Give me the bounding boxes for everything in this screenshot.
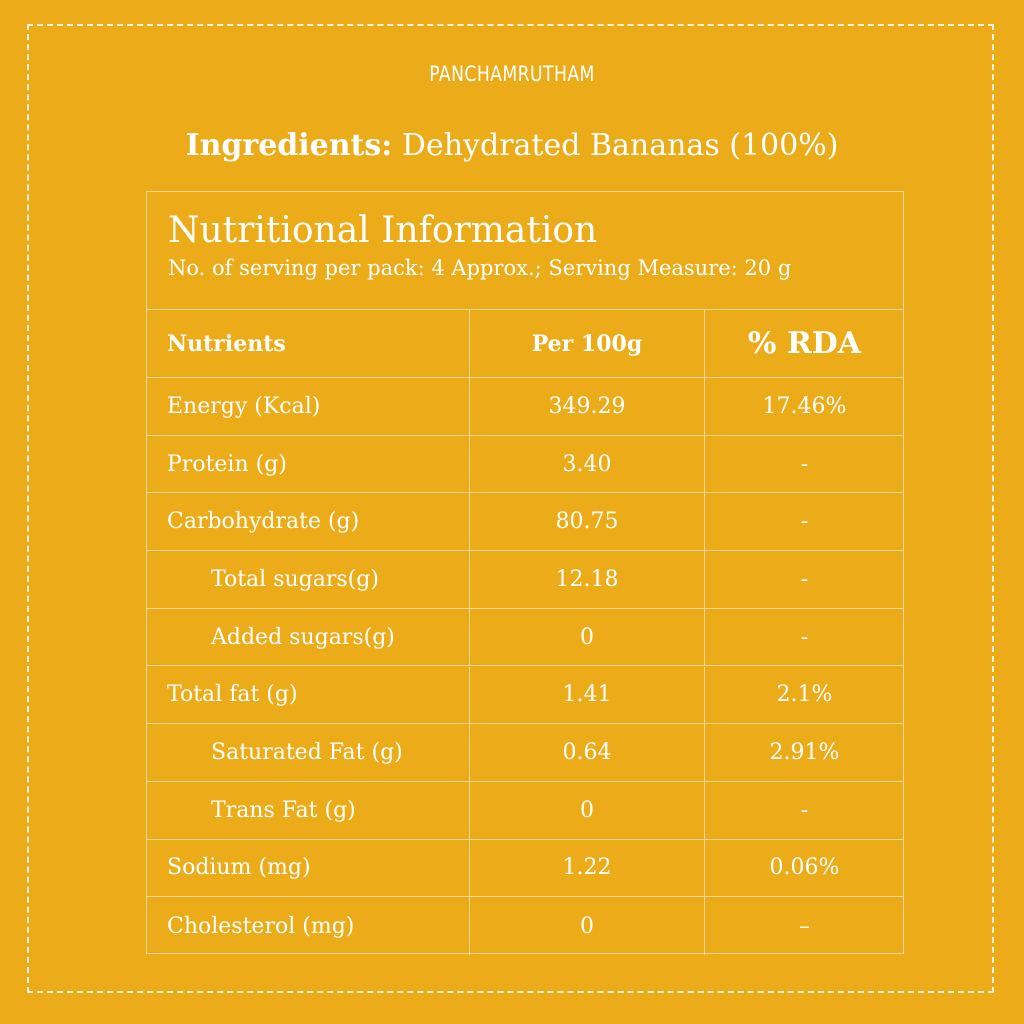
table-row xyxy=(147,782,903,840)
serving-info: No. of serving per pack: 4 Approx.; Serving Measure: 20 g xyxy=(168,256,792,280)
per-100g-value: 0 xyxy=(470,782,705,839)
rda-value: 17.46% xyxy=(762,393,847,419)
ingredients-value: Dehydrated Bananas (100%) xyxy=(392,128,839,163)
per-100g-value: 12.18 xyxy=(470,551,705,608)
rda-value: 2.91% xyxy=(769,740,840,766)
table-row xyxy=(147,493,903,551)
rda-value: 2.1% xyxy=(776,682,833,708)
nutrient-name: Saturated Fat (g) xyxy=(147,724,470,781)
rda-value: – xyxy=(799,913,810,939)
nutrient-name: Added sugars(g) xyxy=(147,609,470,666)
nutrient-name: Carbohydrate (g) xyxy=(147,493,470,550)
table-row xyxy=(147,724,903,782)
nutrient-name: Sodium (mg) xyxy=(147,840,470,897)
brand-name: PANCHAMRUTHAM xyxy=(429,62,595,86)
header-nutrients: Nutrients xyxy=(147,310,470,377)
nutrient-name: Protein (g) xyxy=(147,436,470,493)
rda-value: 0.06% xyxy=(769,855,840,881)
table-row xyxy=(147,667,903,725)
per-100g-value: 1.22 xyxy=(470,840,705,897)
per-100g-value: 80.75 xyxy=(470,493,705,550)
nutrient-name: Energy (Kcal) xyxy=(147,378,470,435)
table-row xyxy=(147,436,903,494)
table-row xyxy=(147,897,903,955)
rda-value: - xyxy=(800,624,809,650)
table-header-row xyxy=(147,310,903,378)
header-rda: % RDA xyxy=(747,326,862,361)
per-100g-value: 1.41 xyxy=(470,667,705,724)
table-row xyxy=(147,609,903,667)
table-row xyxy=(147,840,903,898)
per-100g-value: 349.29 xyxy=(470,378,705,435)
nutrition-table xyxy=(146,191,904,954)
nutrient-name: Cholesterol (mg) xyxy=(147,897,470,955)
ingredients-line xyxy=(0,128,1024,163)
table-row xyxy=(147,378,903,436)
per-100g-value: 0 xyxy=(470,897,705,955)
header-per-100g: Per 100g xyxy=(470,310,705,377)
rda-value: - xyxy=(800,451,809,477)
rda-value: - xyxy=(800,797,809,823)
per-100g-value: 0 xyxy=(470,609,705,666)
nutrient-name: Total sugars(g) xyxy=(147,551,470,608)
nutrient-name: Total fat (g) xyxy=(147,667,470,724)
rda-value: - xyxy=(800,509,809,535)
nutrient-name: Trans Fat (g) xyxy=(147,782,470,839)
ingredients-label: Ingredients: xyxy=(185,128,393,163)
nutrition-header xyxy=(147,192,903,310)
table-row xyxy=(147,551,903,609)
nutrition-title: Nutritional Information xyxy=(168,210,598,251)
rda-value: - xyxy=(800,566,809,592)
per-100g-value: 0.64 xyxy=(470,724,705,781)
per-100g-value: 3.40 xyxy=(470,436,705,493)
